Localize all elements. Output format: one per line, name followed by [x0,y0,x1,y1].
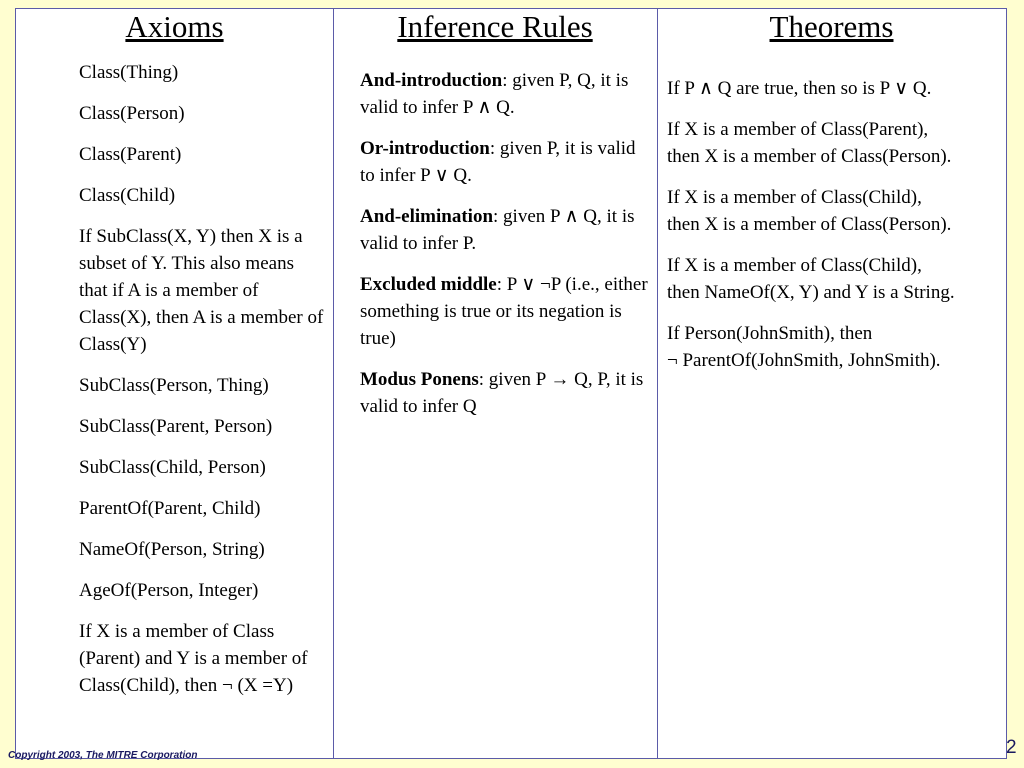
axiom-item: NameOf(Person, String) [79,539,265,560]
theorem-item [667,184,1024,238]
axiom-item: Class(Parent) [79,144,182,165]
theorem-line: If Person(JohnSmith), then [667,323,873,344]
axiom-item: Class(Person) [79,103,185,124]
rule-text: : given P, it is valid to infer P ∨ Q. [360,138,636,186]
axiom-item: ParentOf(Parent, Child) [79,498,261,519]
rule-name: Modus Ponens [360,369,479,390]
theorem-line: If X is a member of Class(Child), [667,255,922,276]
theorem-line: If X is a member of Class(Child), [667,187,922,208]
theorem-item [667,320,1024,374]
axiom-item: AgeOf(Person, Integer) [79,580,259,601]
axioms-column [16,9,334,758]
axiom-item: If X is a member of Class (Parent) and Y is a member of Class(Child), then ¬ (X =Y) [79,621,308,696]
page-number: 2 [1006,737,1017,758]
theorem-item [667,75,1024,102]
inference-rules-list [360,67,652,434]
theorem-line: If X is a member of Class(Parent), [667,119,929,140]
rule-name: And-introduction [360,70,503,91]
rule-item [360,271,652,352]
rule-text: : given P, Q, it is valid to infer P ∧ Q. [360,70,629,118]
footer-copyright: Copyright 2003, The MITRE Corporation [8,750,198,761]
theorem-line: then X is a member of Class(Person). [667,146,952,167]
rule-item [360,366,652,420]
rule-name: Excluded middle [360,274,497,295]
theorem-line: If P ∧ Q are true, then so is P ∨ Q. [667,78,932,99]
axiom-item: If SubClass(X, Y) then X is a subset of Y. This also means that if A is a member of Class(X), then A is a member of Class(Y) [79,226,324,355]
theorems-heading: Theorems [769,9,894,44]
theorem-line: then NameOf(X, Y) and Y is a String. [667,282,955,303]
axiom-item: SubClass(Person, Thing) [79,375,269,396]
rule-name: Or-introduction [360,138,490,159]
rule-item [360,203,652,257]
inference-rules-heading: Inference Rules [397,9,593,44]
rule-item [360,67,652,121]
rule-text: : P ∨ ¬P (i.e., either something is true or its negation is true) [360,274,648,349]
theorems-list [667,75,1024,388]
theorem-item [667,116,1024,170]
theorems-column [657,9,1006,758]
axioms-heading: Axioms [125,9,224,44]
rule-text: : given P → Q, P, it is valid to infer Q [360,369,644,417]
inference-rules-column [333,9,658,758]
rule-item [360,135,652,189]
axiom-item: SubClass(Parent, Person) [79,416,273,437]
theorem-line: then X is a member of Class(Person). [667,214,952,235]
rule-text: : given P ∧ Q, it is valid to infer P. [360,206,635,254]
axioms-list [79,59,324,713]
theorem-item [667,252,1024,306]
theorem-line: ¬ ParentOf(JohnSmith, JohnSmith). [667,350,941,371]
axiom-item: SubClass(Child, Person) [79,457,266,478]
axiom-item: Class(Child) [79,185,176,206]
rule-name: And-elimination [360,206,494,227]
axiom-item: Class(Thing) [79,62,179,83]
slide-table [15,8,1007,759]
